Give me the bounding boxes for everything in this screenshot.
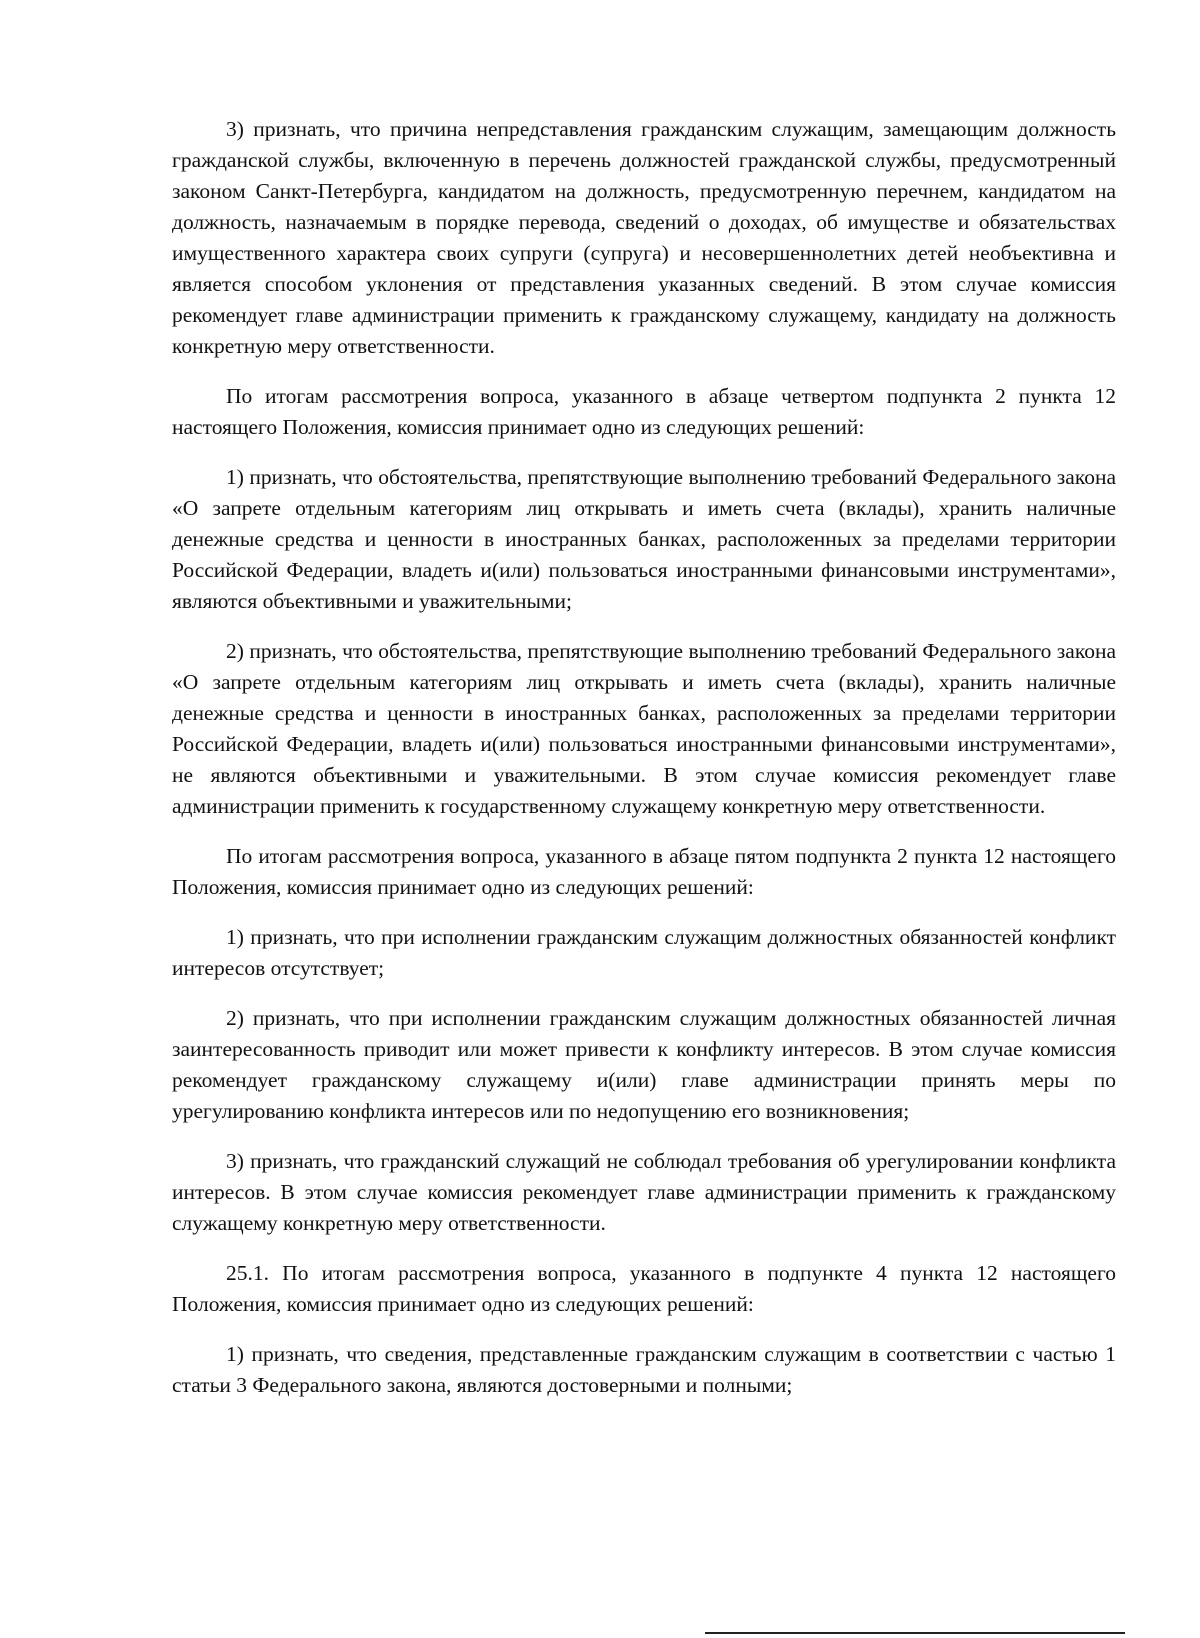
- paragraph-item-1-reliable: 1) признать, что сведения, представленные гражданским служащим в соответствии с частью 1 статьи 3 Федерального закона, являются достоверными и полными;: [172, 1342, 1116, 1397]
- paragraph-item-2-not-objective: 2) признать, что обстоятельства, препятствующие выполнению требований Федерального закона «О запрете отдельным категориям лиц открывать и иметь счета (вклады), хранить наличные денежные средства и ценности в иностранных банках, расположенных за пределами территории Российской Федерации, владеть и(или) пользоваться иностранными финансовыми инструментами», не являются объективными и уважительными. В этом случае комиссия рекомендует главе администрации применить к государственному служащему конкретную меру ответственности.: [172, 639, 1116, 818]
- paragraph-section-25-1: 25.1. По итогам рассмотрения вопроса, указанного в подпункте 4 пункта 12 настоящего Положения, комиссия принимает одно из следующих решений:: [172, 1261, 1116, 1316]
- paragraph-item-3-violation: 3) признать, что гражданский служащий не соблюдал требования об урегулировании конфликта интересов. В этом случае комиссия рекомендует главе администрации применить к гражданскому служащему конкретную меру ответственности.: [172, 1149, 1116, 1235]
- paragraph-item-2-conflict: 2) признать, что при исполнении гражданским служащим должностных обязанностей личная заинтересованность приводит или может привести к конфликту интересов. В этом случае комиссия рекомендует гражданскому служащему и(или) главе администрации принять меры по урегулированию конфликта интересов или по недопущению его возникновения;: [172, 1006, 1116, 1123]
- document-body: [172, 114, 1116, 1420]
- paragraph-item-3-nonreporting: 3) признать, что причина непредставления гражданским служащим, замещающим должность гражданской службы, включенную в перечень должностей гражданской службы, предусмотренный законом Санкт-Петербурга, кандидатом на должность, предусмотренную перечнем, кандидатом на должность, назначаемым в порядке перевода, сведений о доходах, об имуществе и обязательствах имущественного характера своих супруги (супруга) и несовершеннолетних детей необъективна и является способом уклонения от представления указанных сведений. В этом случае комиссия рекомендует главе администрации применить к гражданскому служащему, кандидату на должность конкретную меру ответственности.: [172, 117, 1116, 358]
- footer-divider: [705, 1632, 1125, 1634]
- paragraph-item-1-no-conflict: 1) признать, что при исполнении гражданским служащим должностных обязанностей конфликт интересов отсутствует;: [172, 925, 1116, 980]
- paragraph-item-1-objective: 1) признать, что обстоятельства, препятствующие выполнению требований Федерального закона «О запрете отдельным категориям лиц открывать и иметь счета (вклады), хранить наличные денежные средства и ценности в иностранных банках, расположенных за пределами территории Российской Федерации, владеть и(или) пользоваться иностранными финансовыми инструментами», являются объективными и уважительными;: [172, 465, 1116, 613]
- paragraph-intro-abzac-5: По итогам рассмотрения вопроса, указанного в абзаце пятом подпункта 2 пункта 12 настоящего Положения, комиссия принимает одно из следующих решений:: [172, 844, 1116, 899]
- paragraph-intro-abzac-4: По итогам рассмотрения вопроса, указанного в абзаце четвертом подпункта 2 пункта 12 настоящего Положения, комиссия принимает одно из следующих решений:: [172, 384, 1116, 439]
